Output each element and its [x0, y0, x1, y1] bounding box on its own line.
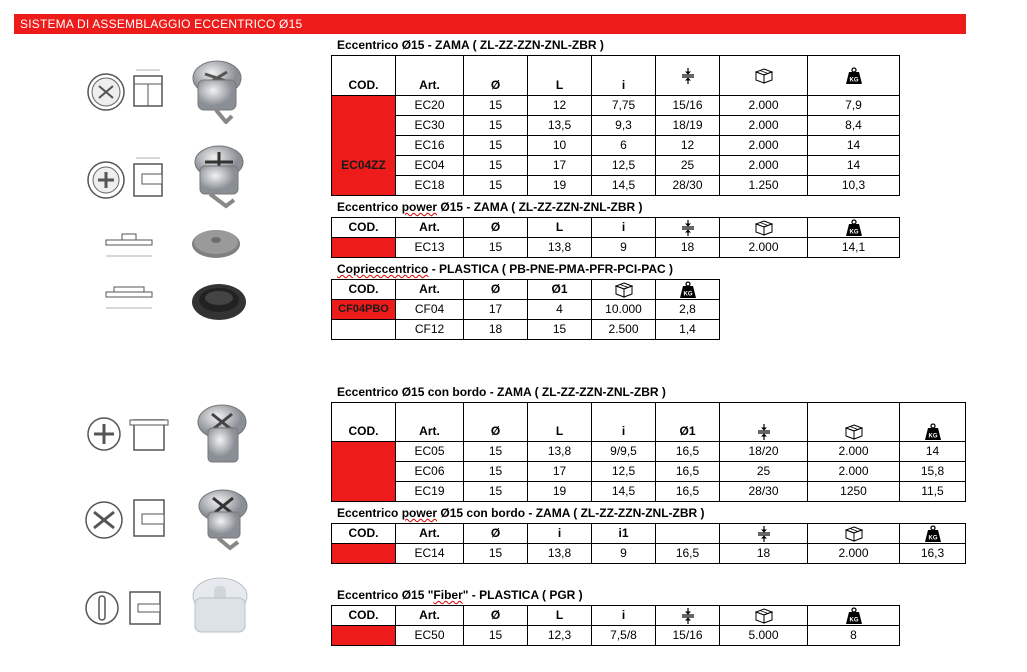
header-cod: COD.: [332, 56, 396, 96]
box-icon: [755, 220, 773, 236]
table-row: EC18 15 19 14,5 28/30 1.250 10,3: [332, 176, 900, 196]
eccentric-photo-image: [186, 56, 248, 124]
table-row: EC19 15 19 14,5 16,5 28/30 1250 11,5: [332, 482, 966, 502]
table-row: EC06 15 17 12,5 16,5 25 2.000 15,8: [332, 462, 966, 482]
thickness-arrows-icon: [681, 68, 695, 84]
table-row: EC04ZZ EC04 15 17 12,5 25 2.000 14: [332, 156, 900, 176]
thickness-arrows-icon: [681, 608, 695, 624]
table-eccentrico-power: COD. Art. Ø L i EC13 15 13,8 9 18 2.000 14,1: [331, 217, 900, 258]
header-length: L: [528, 56, 592, 96]
cover-cap-drawing-image: [104, 232, 156, 268]
box-icon: [615, 282, 633, 298]
eccentric-fiber-drawing-image: [84, 584, 174, 632]
table-power-con-bordo: COD. Art. Ø i i1 EC14 15 13,8 9 16,5 18 2.000 16,3: [331, 523, 966, 564]
page-banner: SISTEMA DI ASSEMBLAGGIO ECCENTRICO Ø15: [14, 14, 966, 34]
table-row: EC30 15 13,5 9,3 18/19 2.000 8,4: [332, 116, 900, 136]
table-eccentrico-zama: [331, 55, 900, 196]
table-con-bordo: COD. Art. Ø L i Ø1 EC05 15 13,8 9/9,5 16,5 18/20 2.000 14 EC06 15 17 12,5 16,5 25 2.000 15,8 EC19 15 19 14,5 16,5 28/30 1250 11,5: [331, 402, 966, 502]
eccentric-drawing-image: [84, 62, 174, 122]
eccentric-power-bordo-drawing-image: [80, 490, 180, 550]
box-icon: [845, 424, 863, 440]
table-fiber: COD. Art. Ø L i EC50 15 12,3 7,5/8 15/16 5.000 8: [331, 605, 900, 646]
kg-weight-icon: [845, 219, 863, 237]
header-thickness: [656, 56, 720, 96]
kg-weight-icon: [845, 607, 863, 625]
section-title-fiber: Eccentrico Ø15 "Fiber" - PLASTICA ( PGR ): [337, 588, 583, 602]
table-coprieccentrico: COD. Art. Ø Ø1 CF04PBO CF04 17 4 10.000 2,8 CF12 18 15 2.500 1,4: [331, 279, 720, 340]
header-box: [720, 56, 808, 96]
section-title-eccentrico-power: Eccentrico power Ø15 - ZAMA ( ZL-ZZ-ZZN-ZNL-ZBR ): [337, 200, 643, 214]
table-row: EC14 15 13,8 9 16,5 18 2.000 16,3: [332, 544, 966, 564]
table-row: EC20 15 12 7,75 15/16 2.000 7,9: [332, 96, 900, 116]
section-title-con-bordo: Eccentrico Ø15 con bordo - ZAMA ( ZL-ZZ-ZZN-ZNL-ZBR ): [337, 385, 666, 399]
thickness-arrows-icon: [757, 424, 771, 440]
header-art: Art.: [396, 56, 464, 96]
cover-rim-drawing-image: [104, 284, 156, 320]
kg-weight-icon: [679, 281, 697, 299]
table-row: EC16 15 10 6 12 2.000 14: [332, 136, 900, 156]
section-title-eccentrico-zama: Eccentrico Ø15 - ZAMA ( ZL-ZZ-ZZN-ZNL-ZBR ): [337, 38, 604, 52]
thickness-arrows-icon: [681, 220, 695, 236]
eccentric-bordo-photo-image: [196, 402, 248, 468]
table-row: CF12 18 15 2.500 1,4: [332, 320, 720, 340]
cover-rim-photo-image: [190, 280, 248, 322]
header-i: i: [592, 56, 656, 96]
eccentric-ec04-drawing-image: [84, 150, 174, 210]
kg-weight-icon: [924, 423, 942, 441]
kg-weight-icon: [845, 67, 863, 85]
eccentric-power-bordo-photo-image: [196, 486, 250, 552]
table-row: CF04PBO CF04 17 4 10.000 2,8: [332, 300, 720, 320]
box-icon: [755, 608, 773, 624]
eccentric-bordo-drawing-image: [80, 412, 180, 458]
product-code: EC04ZZ: [332, 156, 396, 176]
eccentric-ec04-photo-image: [190, 142, 248, 210]
section-title-coprieccentrico: Coprieccentrico - PLASTICA ( PB-PNE-PMA-PFR-PCI-PAC ): [337, 262, 674, 276]
table-row: EC05 15 13,8 9/9,5 16,5 18/20 2.000 14: [332, 442, 966, 462]
header-diameter: Ø: [464, 56, 528, 96]
cover-cap-photo-image: [190, 226, 242, 260]
box-icon: [845, 526, 863, 542]
table-row: EC50 15 12,3 7,5/8 15/16 5.000 8: [332, 626, 900, 646]
kg-weight-icon: [924, 525, 942, 543]
table-row: EC13 15 13,8 9 18 2.000 14,1: [332, 238, 900, 258]
section-title-power-con-bordo: Eccentrico power Ø15 con bordo - ZAMA ( ZL-ZZ-ZZN-ZNL-ZBR ): [337, 506, 705, 520]
box-icon: [755, 68, 773, 84]
header-weight: [808, 56, 900, 96]
eccentric-fiber-photo-image: [190, 574, 250, 640]
thickness-arrows-icon: [757, 526, 771, 542]
product-code: CF04PBO: [332, 300, 396, 320]
